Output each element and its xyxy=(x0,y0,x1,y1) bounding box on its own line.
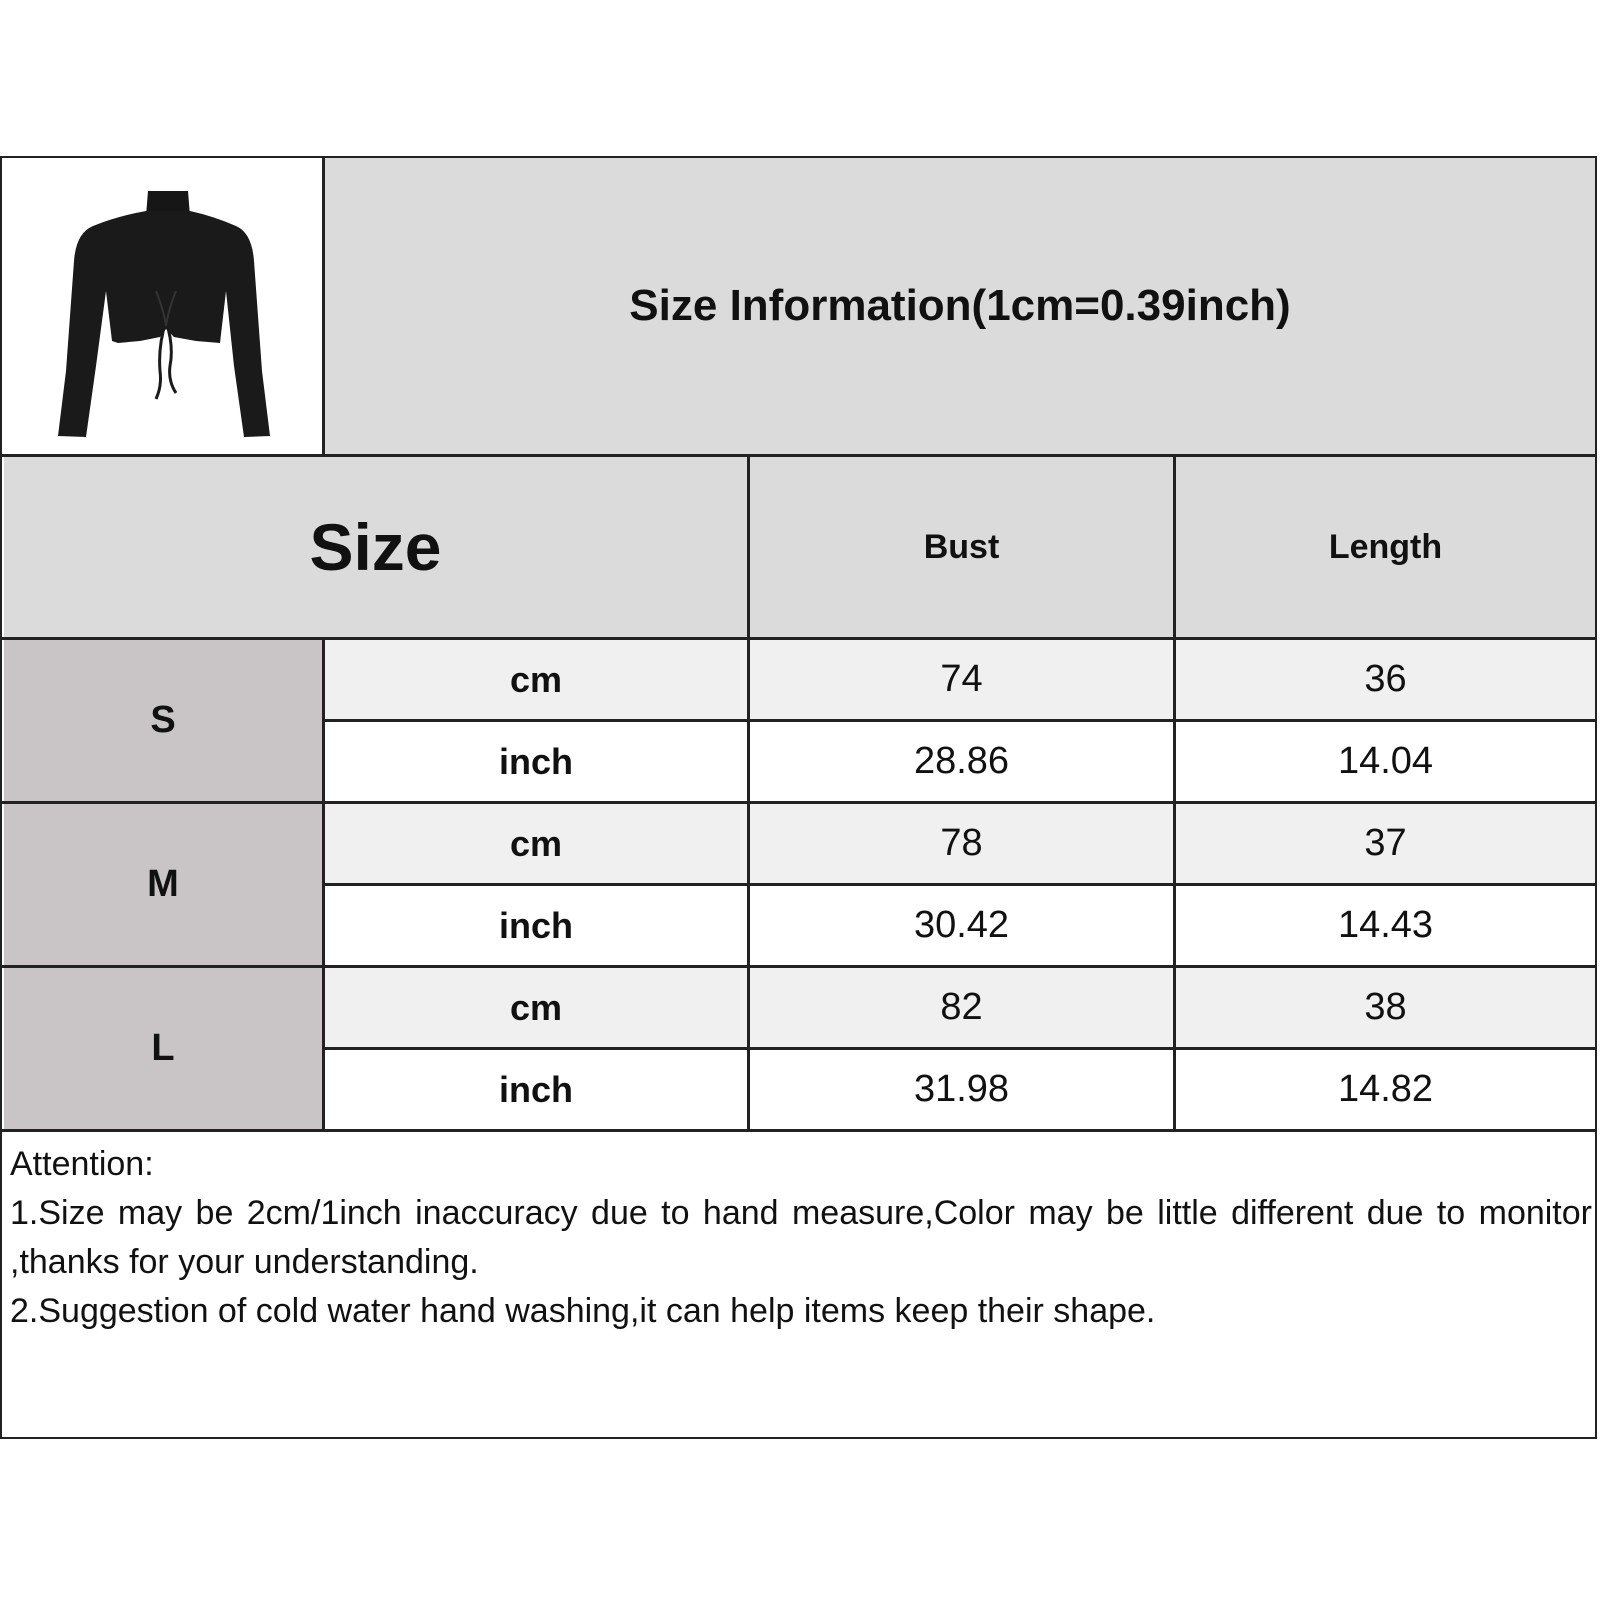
size-label: M xyxy=(147,863,179,905)
table-row-m-inch-unit xyxy=(325,886,747,965)
divider xyxy=(0,454,1597,457)
divider xyxy=(322,156,325,456)
size-header-cell xyxy=(4,457,747,637)
table-row-s-cm-length xyxy=(1176,640,1595,719)
unit-label: inch xyxy=(498,904,573,946)
table-row-l-inch-bust xyxy=(750,1050,1173,1129)
unit-label: cm xyxy=(509,986,563,1028)
bust-value: 30.42 xyxy=(913,904,1010,946)
table-row-m-cm-length xyxy=(1176,804,1595,883)
table-row-l-cm-unit xyxy=(325,968,747,1047)
attention-notes xyxy=(10,1140,1592,1336)
product-image-cell xyxy=(4,158,322,454)
bust-value: 82 xyxy=(940,986,983,1028)
table-row-s-inch-bust xyxy=(750,722,1173,801)
bust-value: 31.98 xyxy=(913,1068,1010,1110)
length-value: 38 xyxy=(1364,986,1407,1028)
table-row-m-cm-unit xyxy=(325,804,747,883)
bust-header-cell xyxy=(750,457,1173,637)
divider xyxy=(747,454,750,1132)
length-value: 14.82 xyxy=(1337,1068,1434,1110)
size-label: L xyxy=(151,1027,175,1069)
table-row-l-inch-length xyxy=(1176,1050,1595,1129)
divider xyxy=(0,1129,1597,1132)
divider xyxy=(0,637,1597,640)
divider xyxy=(322,1047,1597,1050)
size-s-cell xyxy=(4,640,322,801)
table-row-m-cm-bust xyxy=(750,804,1173,883)
table-row-s-cm-bust xyxy=(750,640,1173,719)
length-header-cell xyxy=(1176,457,1595,637)
notes-line-1: 1.Size may be 2cm/1inch inaccuracy due to hand measure,Color may be little different due to monitor ,thanks for your understanding. xyxy=(10,1194,1592,1281)
table-row-s-inch-length xyxy=(1176,722,1595,801)
notes-heading: Attention: xyxy=(10,1145,154,1183)
bust-value: 78 xyxy=(940,822,983,864)
notes-line-2: 2.Suggestion of cold water hand washing,it can help items keep their shape. xyxy=(10,1292,1156,1330)
length-value: 36 xyxy=(1364,658,1407,700)
size-header: Size xyxy=(309,510,442,584)
bust-value: 28.86 xyxy=(913,740,1010,782)
unit-label: cm xyxy=(509,822,563,864)
divider xyxy=(0,965,1597,968)
length-value: 37 xyxy=(1364,822,1407,864)
unit-label: cm xyxy=(509,658,563,700)
size-l-cell xyxy=(4,968,322,1129)
table-row-m-inch-length xyxy=(1176,886,1595,965)
unit-label: inch xyxy=(498,1068,573,1110)
divider xyxy=(1173,454,1176,1132)
table-row-l-cm-bust xyxy=(750,968,1173,1047)
size-label: S xyxy=(150,699,176,741)
length-header: Length xyxy=(1328,527,1443,566)
page-title: Size Information(1cm=0.39inch) xyxy=(629,281,1291,330)
table-row-s-cm-unit xyxy=(325,640,747,719)
table-row-l-cm-length xyxy=(1176,968,1595,1047)
table-row-m-inch-bust xyxy=(750,886,1173,965)
table-row-s-inch-unit xyxy=(325,722,747,801)
title-cell xyxy=(325,158,1595,454)
table-row-l-inch-unit xyxy=(325,1050,747,1129)
unit-label: inch xyxy=(498,740,573,782)
divider xyxy=(322,883,1597,886)
bust-header: Bust xyxy=(923,527,1000,566)
bust-value: 74 xyxy=(940,658,983,700)
divider xyxy=(322,719,1597,722)
divider xyxy=(0,801,1597,804)
length-value: 14.04 xyxy=(1337,740,1434,782)
length-value: 14.43 xyxy=(1337,904,1434,946)
crop-top-image xyxy=(48,171,278,441)
size-m-cell xyxy=(4,804,322,965)
